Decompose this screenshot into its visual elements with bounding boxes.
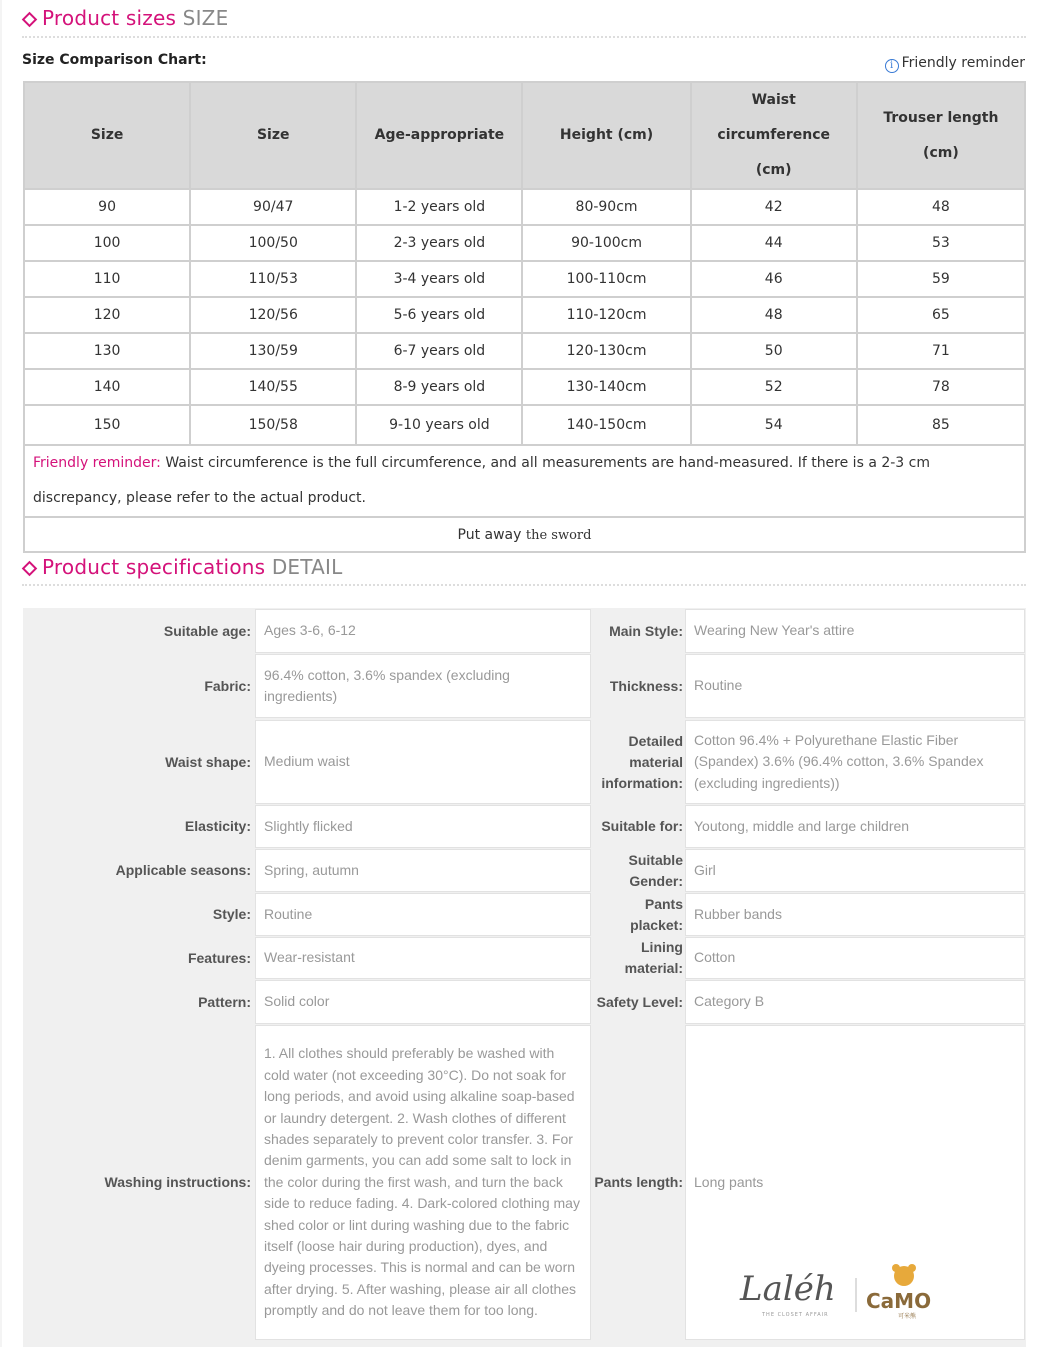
table-cell: 78: [858, 370, 1024, 404]
logo-brand-a: Laléh: [740, 1269, 836, 1309]
spec-value: [685, 654, 1025, 718]
footer-text-a: Put away: [457, 526, 522, 543]
spec-label: Pants placket:: [630, 895, 683, 933]
section-title-en: DETAIL: [271, 555, 343, 579]
spec-value-text: Cotton 96.4% + Polyurethane Elastic Fiber (Spandex) 3.6% (96.4% cotton, 3.6% Spandex (excluding ingredients)): [694, 731, 984, 791]
spec-value-text: Cotton: [694, 949, 736, 966]
note-row: [25, 446, 1024, 516]
spec-label: Lining material:: [624, 939, 683, 976]
table-cell: 3-4 years old: [357, 262, 521, 296]
spec-label: Safety Level:: [596, 993, 683, 1010]
spec-value-text: 1. All clothes should preferably be washed with cold water (not exceeding 30°C). Do not soak for long periods, and avoid using alkaline soap-based or laundry detergent. 2. Wash clothes of different shades separately to prevent color transfer. 3. For denim garments, you can add some salt to lock in the color during the first wash, and turn the back side to reduce fading. 4. Dark-colored clothing may shed color or lint during washing due to the fabric itself (loose hair during production), dyes, and dyeing processes. This is normal and can be worn after drying. 5. After washing, please air all clothes promptly and do not leave them for too long.: [264, 1045, 580, 1319]
table-cell: 71: [858, 334, 1024, 368]
table-cell: 150: [25, 406, 189, 444]
spec-value-text: Routine: [264, 905, 313, 922]
spec-value: [255, 805, 591, 848]
diamond-icon: [22, 12, 38, 28]
info-icon: i: [885, 59, 899, 73]
table-cell: 85: [858, 406, 1024, 444]
table-row: [25, 262, 1024, 296]
logo-brand-b: CaMO: [866, 1289, 932, 1313]
table-row: [25, 406, 1024, 444]
table-row: [25, 226, 1024, 260]
table-cell: 80-90cm: [523, 190, 689, 224]
table-row: [25, 190, 1024, 224]
table-cell: 120: [25, 298, 189, 332]
table-row: [25, 298, 1024, 332]
table-cell: 140/55: [191, 370, 355, 404]
logo-brand-a-tag: THE CLOSET AFFAIR: [762, 1312, 829, 1318]
spec-value-text: Wear-resistant: [264, 949, 355, 966]
dotted-divider: [22, 584, 1026, 586]
spec-label: Suitable Gender:: [628, 851, 683, 889]
table-cell: 150/58: [191, 406, 355, 444]
note-prefix: Friendly reminder:: [33, 455, 161, 471]
section-title-text: Product specifications: [42, 555, 266, 579]
section-header-size: [22, 6, 1026, 40]
section-title: [42, 6, 228, 30]
spec-value: [255, 937, 591, 979]
table-cell: 130/59: [191, 334, 355, 368]
spec-label: Suitable age:: [163, 622, 251, 639]
table-cell: 110-120cm: [523, 298, 689, 332]
spec-value: [255, 893, 591, 936]
spec-value-text: Long pants: [694, 1173, 764, 1190]
col-header: Trouser length (cm): [858, 83, 1024, 188]
size-note: [25, 446, 1024, 516]
spec-value-text: Category B: [694, 993, 765, 1010]
spec-value-text: Youtong, middle and large children: [694, 817, 910, 834]
spec-label: Detailed material information:: [601, 732, 683, 791]
table-cell: 90-100cm: [523, 226, 689, 260]
col-header: Waist circumference (cm): [692, 83, 856, 188]
section-title-text: Product sizes: [42, 6, 177, 30]
spec-label: Style:: [212, 906, 251, 922]
table-cell: 2-3 years old: [357, 226, 521, 260]
col-header: Size: [25, 83, 189, 188]
spec-label: Washing instructions:: [104, 1174, 251, 1190]
table-cell: 46: [692, 262, 856, 296]
table-cell: 59: [858, 262, 1024, 296]
spec-value-text: Ages 3-6, 6-12: [264, 622, 356, 639]
spec-value-text: Solid color: [264, 993, 330, 1010]
spec-table: [23, 608, 1026, 1347]
page-edge: [0, 0, 2, 1347]
spec-label: Elasticity:: [184, 818, 251, 834]
spec-label: Features:: [187, 949, 251, 966]
col-header: Size: [191, 83, 355, 188]
logo-brand-b-sub: 可米熊: [898, 1313, 917, 1320]
spec-label: Pattern:: [198, 993, 251, 1010]
table-cell: 42: [692, 190, 856, 224]
table-cell: 140: [25, 370, 189, 404]
spec-value: [685, 937, 1025, 979]
table-row: [25, 370, 1024, 404]
table-cell: 48: [858, 190, 1024, 224]
spec-value: [255, 980, 591, 1024]
table-cell: 90: [25, 190, 189, 224]
spec-value: [255, 1025, 591, 1340]
section-title-en: SIZE: [182, 6, 229, 30]
table-header-row: [25, 83, 1024, 188]
table-cell: 120-130cm: [523, 334, 689, 368]
table-cell: 50: [692, 334, 856, 368]
spec-value-text: Rubber bands: [694, 905, 782, 922]
table-cell: 120/56: [191, 298, 355, 332]
table-cell: 8-9 years old: [357, 370, 521, 404]
table-cell: 110: [25, 262, 189, 296]
table-cell: 52: [692, 370, 856, 404]
diamond-icon: [22, 561, 38, 577]
col-header: Age-appropriate: [357, 83, 521, 188]
spec-value: [685, 980, 1025, 1024]
table-cell: 90/47: [191, 190, 355, 224]
spec-label: Waist shape:: [165, 753, 251, 770]
note-text: Waist circumference is the full circumference, and all measurements are hand-measured. If there is a 2-3 cm discrepancy, please refer to the actual product.: [33, 455, 930, 506]
friendly-reminder-link[interactable]: [885, 55, 1025, 73]
spec-label: Applicable seasons:: [115, 862, 251, 878]
spec-value: [255, 654, 591, 718]
col-header: Height (cm): [523, 83, 689, 188]
size-chart-label: Size Comparison Chart:: [22, 52, 207, 68]
spec-value: [255, 720, 591, 804]
footer-row: [25, 518, 1024, 551]
table-cell: 100: [25, 226, 189, 260]
table-cell: 130: [25, 334, 189, 368]
table-cell: 44: [692, 226, 856, 260]
spec-value: [685, 849, 1025, 892]
table-cell: 65: [858, 298, 1024, 332]
table-cell: 100/50: [191, 226, 355, 260]
spec-label: Fabric:: [204, 677, 251, 694]
spec-value-text: Medium waist: [264, 753, 350, 770]
friendly-reminder-text: Friendly reminder: [901, 55, 1025, 71]
spec-value: [685, 805, 1025, 848]
spec-value-text: Wearing New Year's attire: [694, 622, 855, 639]
table-cell: 110/53: [191, 262, 355, 296]
spec-value: [685, 720, 1025, 804]
brand-logo: [738, 1256, 938, 1322]
spec-value: [255, 849, 591, 892]
size-table: [23, 81, 1026, 553]
table-cell: 9-10 years old: [357, 406, 521, 444]
table-cell: 140-150cm: [523, 406, 689, 444]
table-cell: 48: [692, 298, 856, 332]
table-cell: 5-6 years old: [357, 298, 521, 332]
spec-value: [685, 893, 1025, 936]
table-cell: 53: [858, 226, 1024, 260]
section-title: [42, 555, 342, 579]
spec-value-text: Routine: [694, 677, 743, 694]
dotted-divider: [22, 36, 1026, 38]
spec-label: Thickness:: [609, 677, 683, 694]
spec-value-text: Spring, autumn: [264, 861, 359, 878]
spec-label: Pants length:: [594, 1174, 683, 1190]
table-cell: 100-110cm: [523, 262, 689, 296]
section-header-detail: [22, 555, 1026, 589]
footer-text-b: the sword: [525, 527, 592, 543]
table-footer: [25, 518, 1024, 551]
table-row: [25, 334, 1024, 368]
spec-label: Main Style:: [609, 622, 683, 639]
table-cell: 1-2 years old: [357, 190, 521, 224]
table-cell: 130-140cm: [523, 370, 689, 404]
spec-value-text: Slightly flicked: [264, 817, 353, 834]
spec-value: [685, 609, 1025, 653]
table-cell: 6-7 years old: [357, 334, 521, 368]
spec-label: Suitable for:: [601, 818, 683, 834]
spec-value-text: 96.4% cotton, 3.6% spandex (excluding ingredients): [264, 666, 510, 704]
spec-value-text: Girl: [694, 861, 716, 878]
spec-value: [255, 609, 591, 653]
table-cell: 54: [692, 406, 856, 444]
